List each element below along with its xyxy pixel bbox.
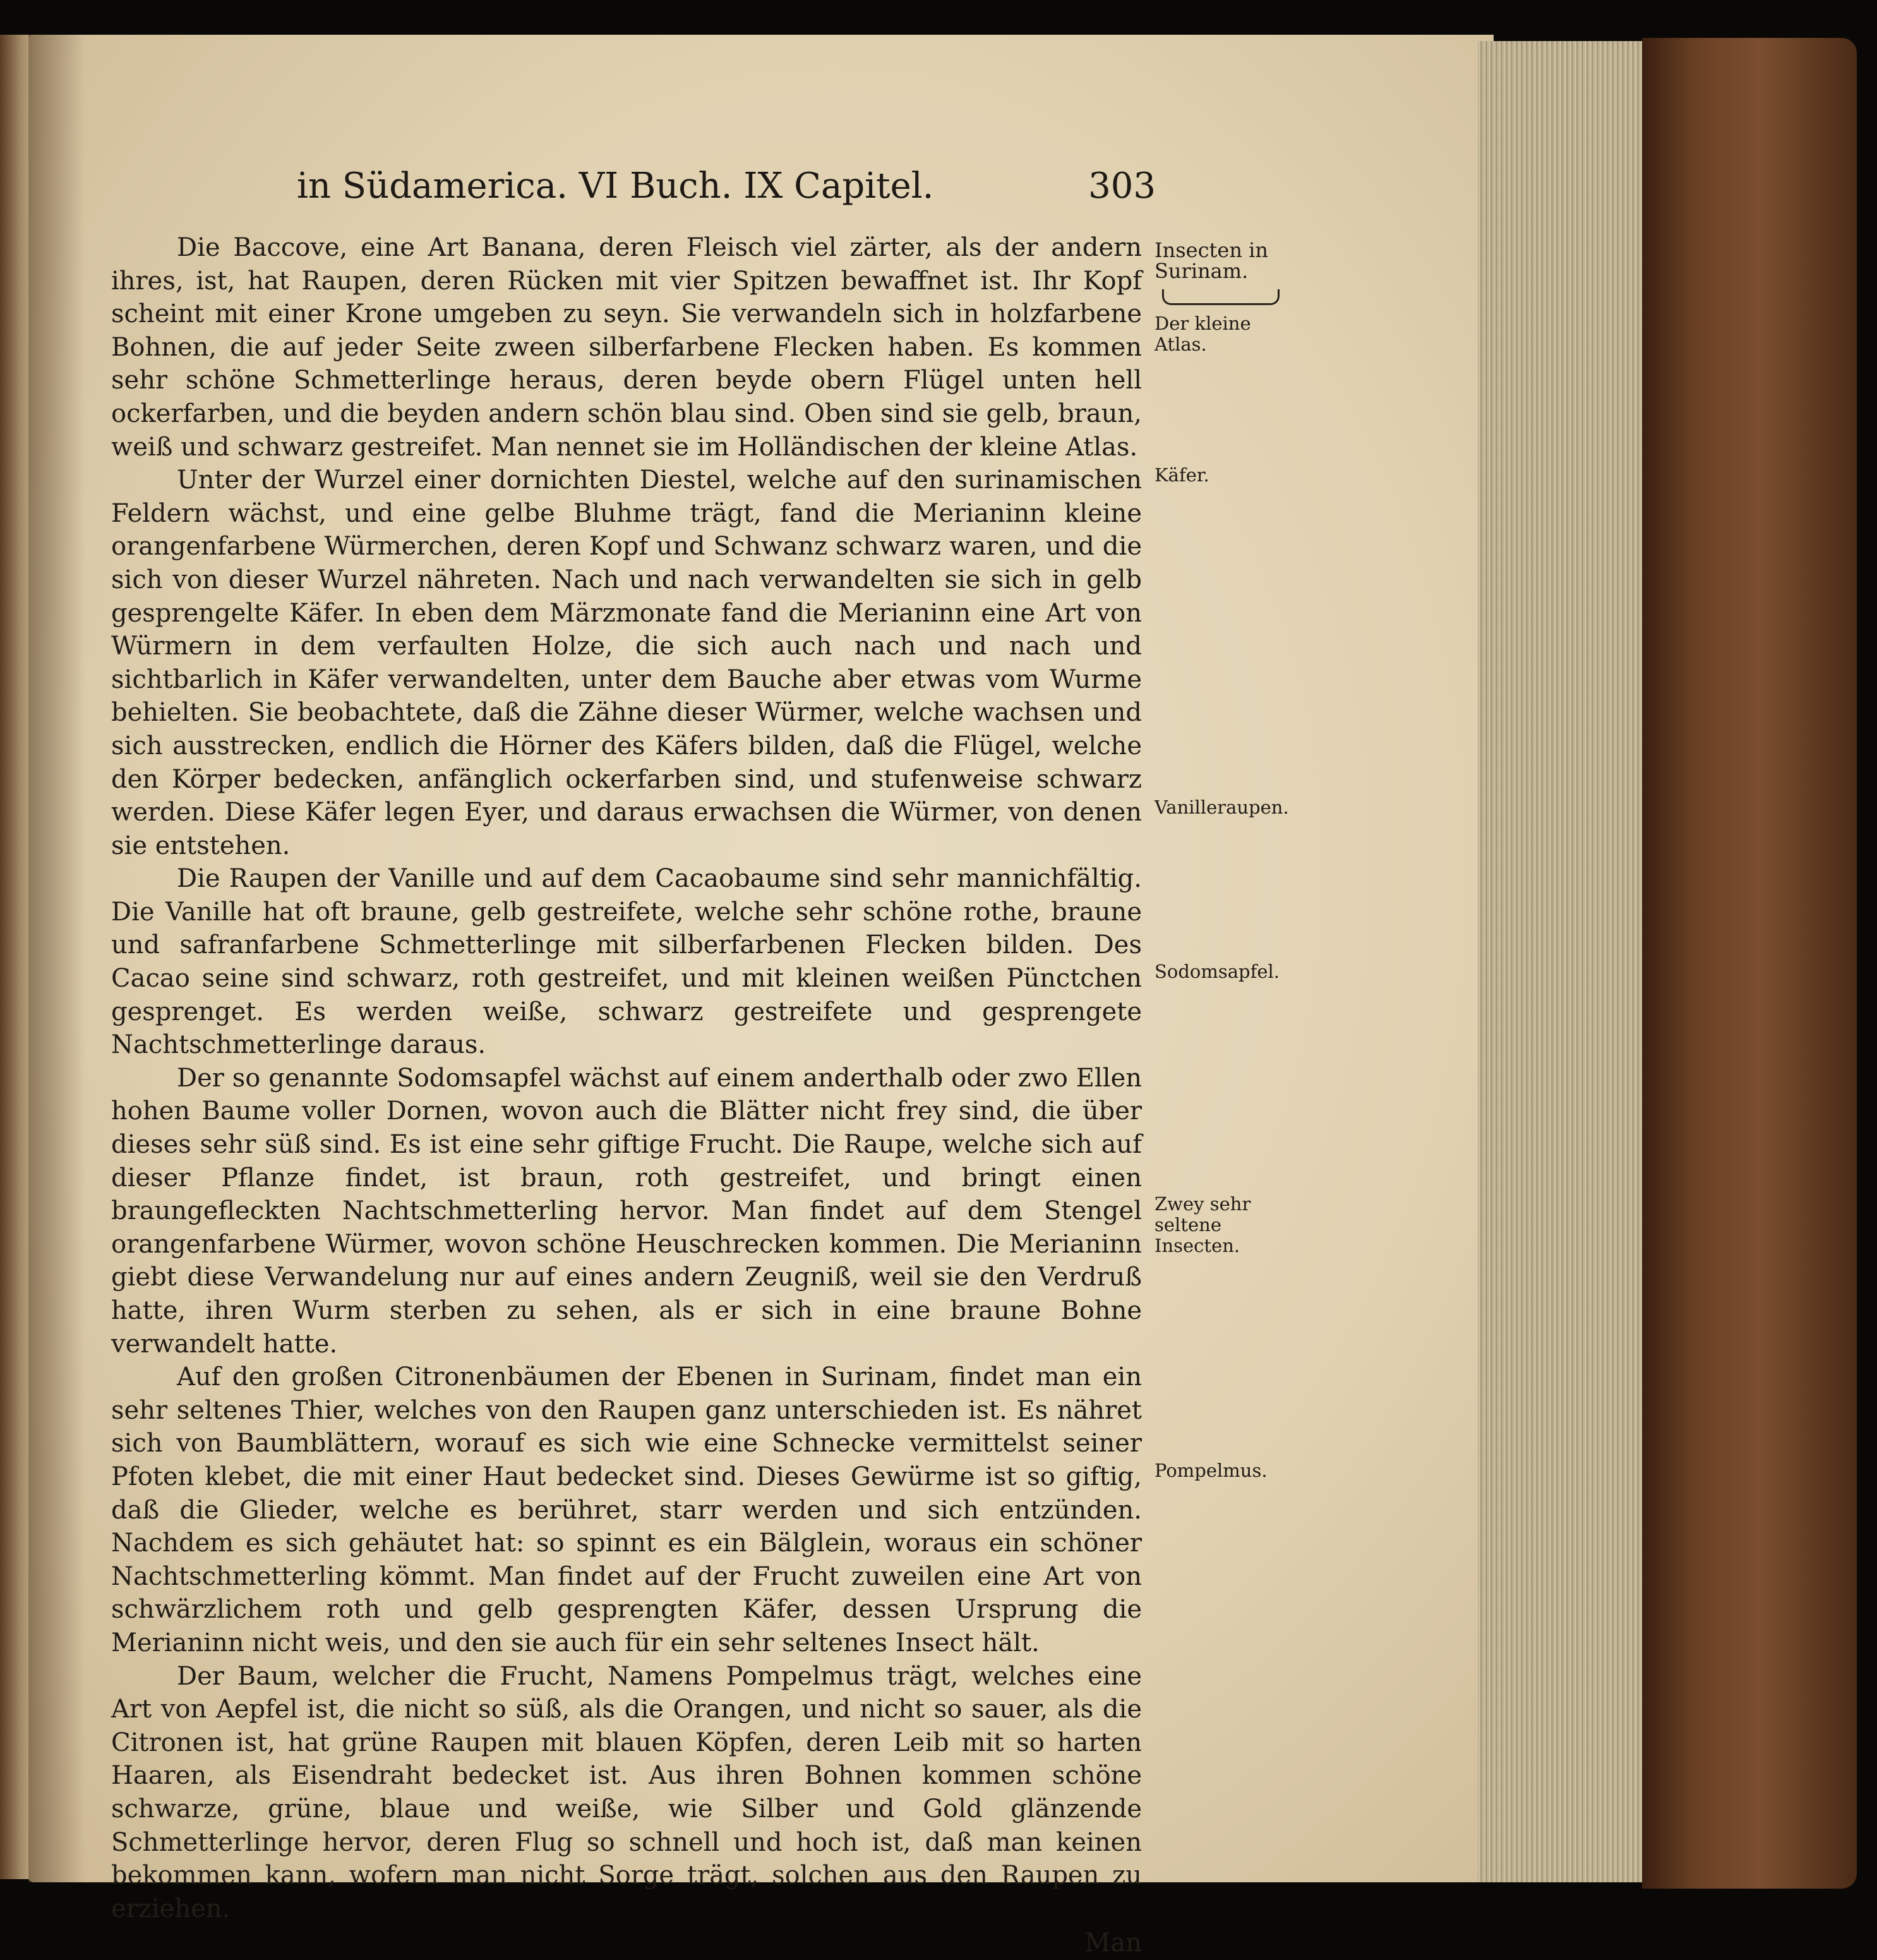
- paragraph: Der so genannte Sodomsapfel wächst auf einem anderthalb oder zwo Ellen hohen Baume voller Dornen, wovon auch die Blätter nicht frey sind, die über dieses sehr süß sind. Es ist eine sehr giftige Frucht. Die Raupe, welche sich auf dieser Pflanze findet, ist braun, roth gestreifet, und bringt einen braungefleckten Nachtschmetterling hervor. Man findet auf dem Stengel orangenfarbene Würmer, wovon schöne Heuschrecken kommen. Die Merianinn giebt diese Verwandelung nur auf eines andern Zeugniß, weil sie den Verdruß hatte, ihren Wurm sterben zu sehen, als er sich in eine braune Bohne verwandelt hatte.: [111, 1063, 1142, 1359]
- running-header: [297, 165, 1156, 222]
- marginal-note: Insecten in Surinam.: [1154, 238, 1268, 283]
- marginal-note: Zwey sehr seltene Insecten.: [1154, 1193, 1251, 1256]
- marginal-note: Der kleine Atlas.: [1154, 313, 1251, 355]
- marginal-note: Käfer.: [1154, 464, 1209, 486]
- page-number: 303: [1088, 165, 1156, 207]
- paragraph: Auf den großen Citronenbäumen der Ebenen in Surinam, findet man ein sehr seltenes Thier, welches von den Raupen ganz unterschieden ist. Es nähret sich von Baumblättern, worauf es sich wie eine Schnecke vermittelst seiner Pfoten klebet, die mit einer Haut bedecket sind. Dieses Gewürme ist so giftig, daß die Glieder, welche es berühret, starr werden und sich entzünden. Nachdem es sich gehäutet hat: so spinnt es ein Bälglein, woraus ein schöner Nachtschmetterling kömmt. Man findet auf der Frucht zuweilen eine Art von schwärzlichem roth und gelb gesprengten Käfer, dessen Ursprung die Merianinn nicht weis, und den sie auch für ein sehr seltenes Insect hält.: [111, 1362, 1142, 1657]
- paragraph: Die Baccove, eine Art Banana, deren Fleisch viel zärter, als der andern ihres, ist, hat Raupen, deren Rücken mit vier Spitzen bewaffnet ist. Ihr Kopf scheint mit einer Krone umgeben zu seyn. Sie verwandeln sich in holzfarbene Bohnen, die auf jeder Seite zween silberfarbene Flecken haben. Es kommen sehr schöne Schmetterlinge heraus, deren beyde obern Flügel unten hell ockerfarben, und die beyden andern schön blau sind. Oben sind sie gelb, braun, weiß und schwarz gestreifet. Man nennet sie im Holländischen der kleine Atlas.: [111, 233, 1142, 462]
- gutter-shadow: [28, 35, 85, 1882]
- running-title: in Südamerica. VI Buch. IX Capitel.: [297, 165, 934, 207]
- marginal-note: Sodomsapfel.: [1154, 961, 1280, 982]
- paragraph: Die Raupen der Vanille und auf dem Cacaobaume sind sehr mannichfältig. Die Vanille hat oft braune, gelb gestreifete, welche sehr schöne rothe, braune und safranfarbene Schmetterlinge mit silberfarbenen Flecken bilden. Des Cacao seine sind schwarz, roth gestreifet, und mit kleinen weißen Pünctchen gesprenget. Es werden weiße, schwarz gestreifete und gesprengete Nachtschmetterlinge daraus.: [111, 864, 1142, 1060]
- marginal-note: Vanilleraupen.: [1154, 797, 1289, 818]
- page-edges: [1478, 41, 1655, 1882]
- marginal-note: Pompelmus.: [1154, 1460, 1268, 1481]
- paragraph: Der Baum, welcher die Frucht, Namens Pompelmus trägt, welches eine Art von Aepfel ist, die nicht so süß, als die Orangen, und nicht so sauer, als die Citronen ist, hat grüne Raupen mit blauen Köpfen, deren Leib mit so harten Haaren, als Eisendraht bedecket ist. Aus ihren Bohnen kommen schöne schwarze, grüne, blaue und weiße, wie Silber und Gold glänzende Schmetterlinge hervor, deren Flug so schnell und hoch ist, daß man keinen bekommen kann, wofern man nicht Sorge trägt, solchen aus den Raupen zu erziehen.: [111, 1661, 1142, 1923]
- paragraph: Unter der Wurzel einer dornichten Diestel, welche auf den surinamischen Feldern wächst, und eine gelbe Bluhme trägt, fand die Merianinn kleine orangenfarbene Würmerchen, deren Kopf und Schwanz schwarz waren, und die sich von dieser Wurzel nähreten. Nach und nach verwandelten sie sich in gelb gesprengelte Käfer. In eben dem Märzmonate fand die Merianinn eine Art von Würmern in dem verfaulten Holze, die sich auch nach und nach und sichtbarlich in Käfer verwandelten, unter dem Bauche aber etwas vom Wurme behielten. Sie beobachtete, daß die Zähne dieser Würmer, welche wachsen und sich ausstrecken, endlich die Hörner des Käfers bilden, daß die Flügel, welche den Körper bedecken, anfänglich ockerfarben sind, und stufenweise schwarz werden. Diese Käfer legen Eyer, und daraus erwachsen die Würmer, von denen sie entstehen.: [111, 466, 1142, 860]
- book-cover: [1642, 38, 1857, 1889]
- marginal-brace: [1162, 289, 1280, 305]
- catchword: Man: [1084, 1928, 1142, 1958]
- body-text: [111, 231, 1142, 1960]
